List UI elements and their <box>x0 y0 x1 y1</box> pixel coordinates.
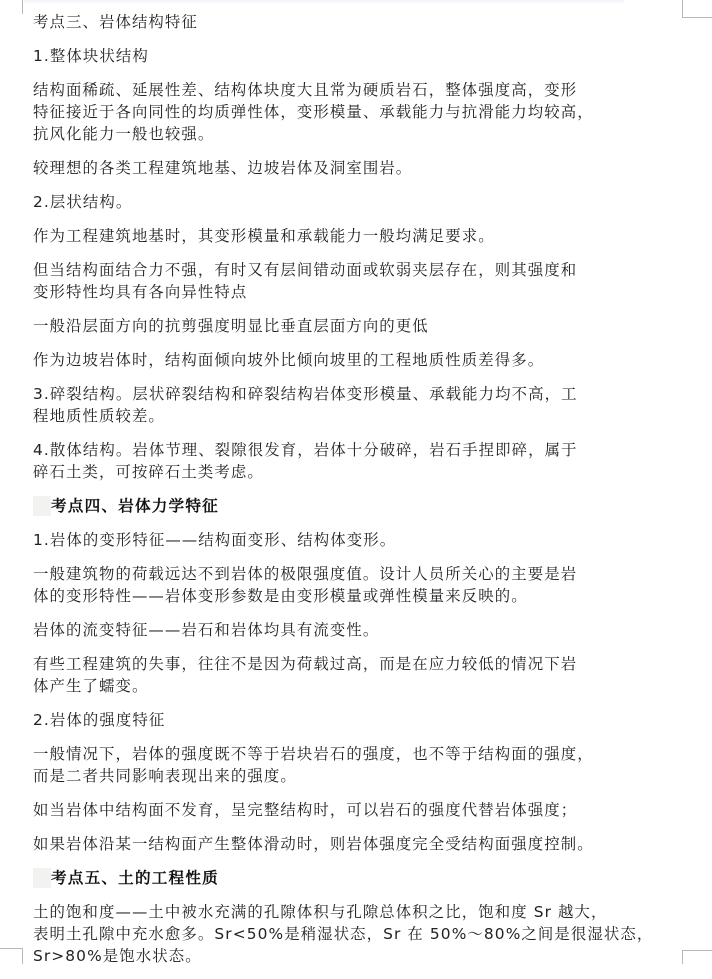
text-line: 而是二者共同影响表现出来的强度。 <box>33 767 297 785</box>
text-line: 如当岩体中结构面不发育，呈完整结构时，可以岩石的强度代替岩体强度； <box>33 801 578 819</box>
paragraph <box>33 709 673 731</box>
text-line: 4.散体结构。岩体节理、裂隙很发育，岩体十分破碎，岩石手捏即碎，属于 <box>33 441 578 459</box>
paragraph <box>33 563 673 607</box>
text-line: 1.岩体的变形特征——结构面变形、结构体变形。 <box>33 531 397 549</box>
paragraph <box>33 439 673 483</box>
paragraph <box>33 225 673 247</box>
text-line: 1.整体块状结构 <box>33 47 149 65</box>
text-line: 作为边坡岩体时，结构面倾向坡外比倾向坡里的工程地质性质差得多。 <box>33 351 545 369</box>
paragraph <box>33 349 673 371</box>
text-line: 2.层状结构。 <box>33 193 133 211</box>
paragraph <box>33 619 673 641</box>
text-line: 变形特性均具有各向异性特点 <box>33 283 248 301</box>
text-line: 但当结构面结合力不强，有时又有层间错动面或软弱夹层存在，则其强度和 <box>33 261 578 279</box>
text-line: 结构面稀疏、延展性差、结构体块度大且常为硬质岩石，整体强度高，变形 <box>33 81 578 99</box>
text-line: 考点三、岩体结构特征 <box>33 13 198 31</box>
text-line: 考点四、岩体力学特征 <box>51 497 219 515</box>
paragraph <box>33 653 673 697</box>
text-line: 土的饱和度——土中被水充满的孔隙体积与孔隙总体积之比，饱和度 Sr 越大， <box>33 903 608 921</box>
text-line: 一般沿层面方向的抗剪强度明显比垂直层面方向的更低 <box>33 317 429 335</box>
crop-mark-top-left <box>22 0 23 14</box>
crop-mark-bottom-left-horizontal <box>0 948 22 949</box>
text-line: 碎石土类，可按碎石土类考虑。 <box>33 463 264 481</box>
paragraph <box>33 11 673 33</box>
paragraph <box>33 259 673 303</box>
crop-mark-top-right-vertical <box>682 0 683 18</box>
text-line: Sr>80%是饱水状态。 <box>33 947 202 965</box>
text-line: 考点五、土的工程性质 <box>51 869 219 887</box>
text-line: 如果岩体沿某一结构面产生整体滑动时，则岩体强度完全受结构面强度控制。 <box>33 835 594 853</box>
text-line: 特征接近于各向同性的均质弹性体，变形模量、承载能力与抗滑能力均较高， <box>33 103 594 121</box>
text-line: 一般情况下，岩体的强度既不等于岩块岩石的强度，也不等于结构面的强度， <box>33 745 594 763</box>
text-line: 有些工程建筑的失事，往往不是因为荷载过高，而是在应力较低的情况下岩 <box>33 655 578 673</box>
text-line: 体的变形特性——岩体变形参数是由变形模量或弹性模量来反映的。 <box>33 587 528 605</box>
paragraph <box>33 743 673 787</box>
text-line: 抗风化能力一般也较强。 <box>33 125 215 143</box>
heading-marker <box>33 496 51 516</box>
heading-marker <box>33 868 51 888</box>
paragraph <box>33 833 673 855</box>
text-line: 2.岩体的强度特征 <box>33 711 166 729</box>
text-line: 体产生了蠕变。 <box>33 677 149 695</box>
paragraph <box>33 901 673 967</box>
crop-mark-top-right-horizontal <box>683 17 712 18</box>
crop-mark-bottom-right-vertical <box>682 950 683 964</box>
section-heading <box>33 867 673 889</box>
paragraph <box>33 79 673 145</box>
paragraph <box>33 157 673 179</box>
text-line: 较理想的各类工程建筑地基、边坡岩体及洞室围岩。 <box>33 159 413 177</box>
paragraph <box>33 191 673 213</box>
text-line: 程地质性质较差。 <box>33 407 165 425</box>
section-heading <box>33 495 673 517</box>
text-line: 作为工程建筑地基时，其变形模量和承载能力一般均满足要求。 <box>33 227 495 245</box>
crop-mark-bottom-right-horizontal <box>683 950 712 951</box>
text-line: 一般建筑物的荷载远达不到岩体的极限强度值。设计人员所关心的主要是岩 <box>33 565 578 583</box>
paragraph <box>33 383 673 427</box>
page-top-edge <box>24 0 624 4</box>
text-line: 岩体的流变特征——岩石和岩体均具有流变性。 <box>33 621 380 639</box>
paragraph <box>33 45 673 67</box>
paragraph <box>33 315 673 337</box>
crop-mark-bottom-left-vertical <box>22 948 23 964</box>
paragraph <box>33 799 673 821</box>
text-line: 表明土孔隙中充水愈多。Sr<50%是稍湿状态，Sr 在 50%～80%之间是很湿状态， <box>33 925 654 943</box>
document-body[interactable] <box>33 11 673 979</box>
paragraph <box>33 529 673 551</box>
text-line: 3.碎裂结构。层状碎裂结构和碎裂结构岩体变形模量、承载能力均不高，工 <box>33 385 578 403</box>
